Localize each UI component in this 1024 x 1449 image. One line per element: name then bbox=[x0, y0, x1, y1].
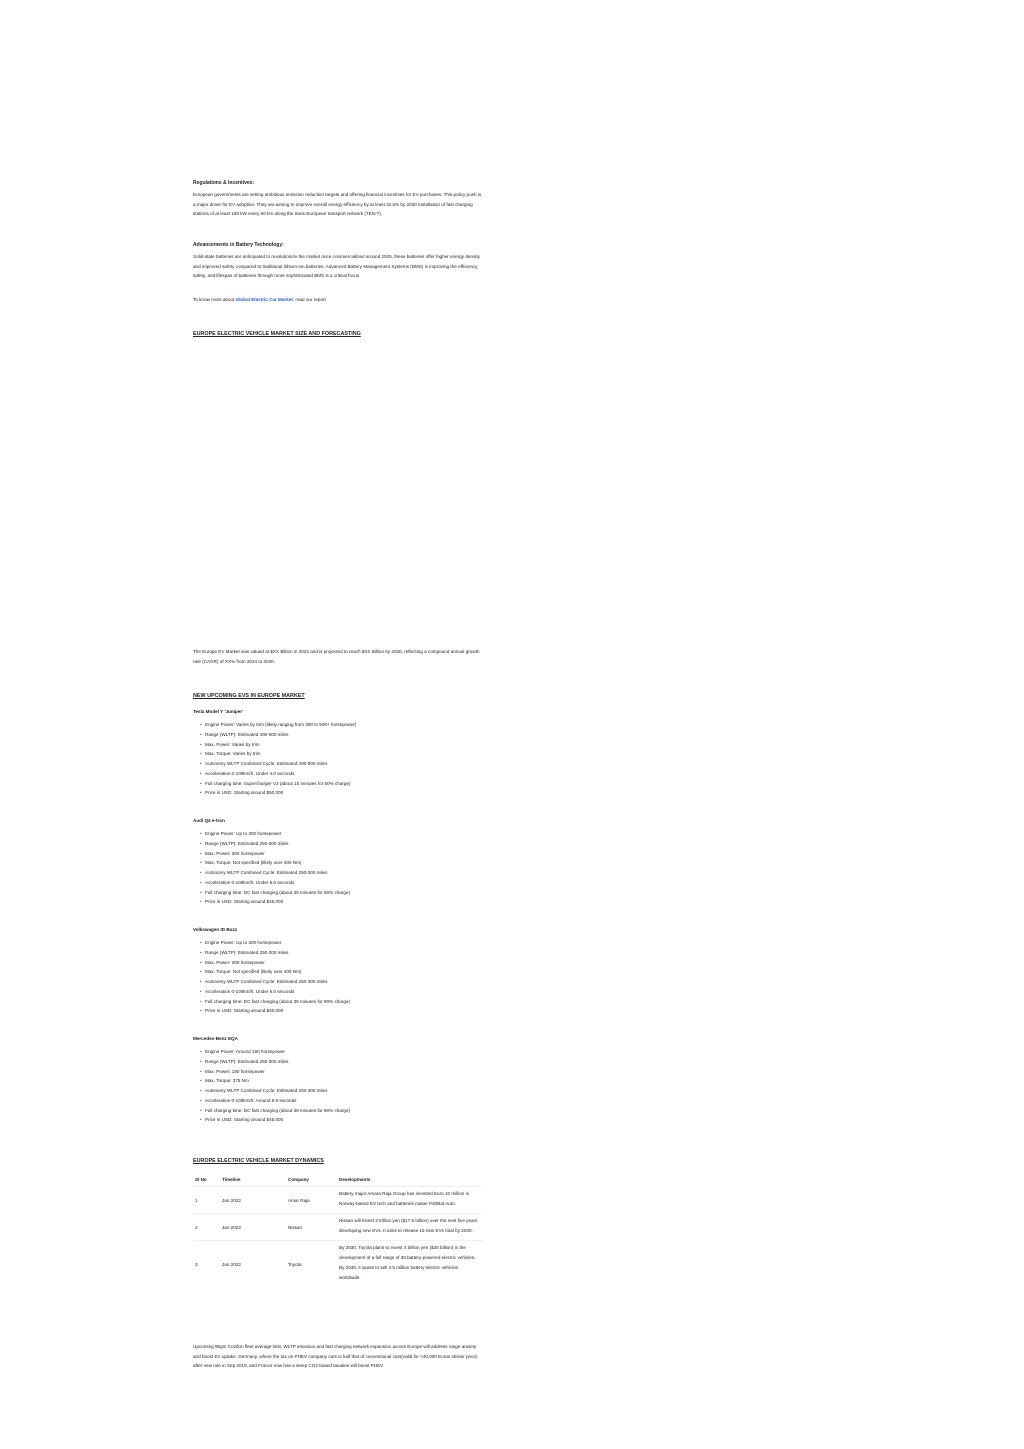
upcoming-heading-text: NEW UPCOMING EVS IN EUROPE MARKET bbox=[193, 693, 305, 699]
battery-title: Advancements in Battery Technology: bbox=[193, 242, 284, 248]
spec-item: • Full charging time: DC fast charging (about 30 minutes for 80% charge) bbox=[201, 997, 483, 1007]
spec-item: • Engine Power: Up to 300 horsepower bbox=[201, 938, 483, 948]
development-text: By 2030, it wants to sell 3.5 million battery electric vehicles worldwide. bbox=[339, 1265, 459, 1280]
regulations-title: Regulations & Incentives: bbox=[193, 180, 255, 186]
development-text: Battery major Amara Raja Group has invested Euro 10 million in Norway-based EV tech and batteries maker INOBat Auto. bbox=[339, 1191, 470, 1206]
spec-item: • Full charging time: Supercharger V3 (about 15 minutes for 50% charge) bbox=[201, 779, 483, 789]
spec-item: • Acceleration 0-100km/h: Under 6.0 seconds bbox=[201, 987, 483, 997]
spec-item: • Autonomy WLTP Combined Cycle: Estimated 250-300 miles bbox=[201, 977, 483, 987]
spec-item: • Range (WLTP): Estimated 400-500 miles bbox=[201, 730, 483, 740]
cell-sl: 2 bbox=[193, 1214, 220, 1241]
spec-item: • Price in USD: Starting around $40,000 bbox=[201, 1006, 483, 1016]
global-electric-car-market-link[interactable]: Global Electric Car Market bbox=[235, 297, 293, 302]
spec-item: • Full charging time: DC fast charging (about 30 minutes for 80% charge) bbox=[201, 888, 483, 898]
dynamics-table-wrap bbox=[193, 1172, 483, 1287]
spec-item: • Autonomy WLTP Combined Cycle: Estimated 250-300 miles bbox=[201, 1086, 483, 1096]
spec-item: • Max. Power: 300 horsepower bbox=[201, 958, 483, 968]
cell-sl: 1 bbox=[193, 1187, 220, 1214]
spec-item: • Max. Power: 190 horsepower bbox=[201, 1067, 483, 1077]
spec-list bbox=[193, 1047, 483, 1125]
market-size-heading-text: EUROPE ELECTRIC VEHICLE MARKET SIZE AND FORECASTING bbox=[193, 331, 361, 337]
column-header: Timeline bbox=[222, 1176, 241, 1182]
spec-item: • Acceleration 0-100km/h: Around 8.9 seconds bbox=[201, 1096, 483, 1106]
car-title: Mercedes-Benz EQA bbox=[193, 1036, 238, 1041]
spec-item: • Price in USD: Starting around $45,000 bbox=[201, 1115, 483, 1125]
spec-list bbox=[193, 829, 483, 907]
spec-item: • Range (WLTP): Estimated 250-300 miles bbox=[201, 948, 483, 958]
cell-timeline: Jan 2022 bbox=[220, 1214, 286, 1241]
cell-company: Nissan bbox=[286, 1214, 337, 1241]
spec-item: • Price in USD: Starting around $45,000 bbox=[201, 897, 483, 907]
dynamics-heading-text: EUROPE ELECTRIC VEHICLE MARKET DYNAMICS bbox=[193, 1158, 324, 1164]
spec-item: • Engine Power: Varies by trim (likely ranging from 300 to 500+ horsepower) bbox=[201, 720, 483, 730]
upcoming-heading bbox=[193, 684, 483, 702]
spec-item: • Max. Torque: Not specified (likely over 400 Nm) bbox=[201, 967, 483, 977]
spec-item: • Engine Power: Around 190 horsepower bbox=[201, 1047, 483, 1057]
know-more-suffix: , read our report bbox=[292, 297, 326, 302]
spec-item: • Max. Power: 300 horsepower bbox=[201, 849, 483, 859]
car-title: Tesla Model Y 'Juniper' bbox=[193, 709, 244, 714]
closing-text: Upcoming 95gm Co2/km fleet average limit, WLTP emission and fast charging network expansion across Europe will address range anxiety and boost EV uptake. Germany, where the tax on PHEV company cars is half that of conventional cars(valid for <40,000 Euros sticker price) after new rule in Sep 2019, and France now has a steep CO2-based taxation will boost PHEV bbox=[193, 1344, 478, 1369]
cell-sl: 3 bbox=[193, 1241, 220, 1288]
cell-developments bbox=[337, 1214, 483, 1241]
cell-timeline: Jan 2022 bbox=[220, 1187, 286, 1214]
know-more-prefix: To know more about bbox=[193, 297, 236, 302]
table-row bbox=[193, 1187, 483, 1214]
spec-item: • Max. Torque: 375 Nm bbox=[201, 1076, 483, 1086]
car-block-volkswagen bbox=[193, 927, 483, 1016]
regulations-section bbox=[193, 179, 483, 219]
spec-item: • Range (WLTP): Estimated 250-300 miles bbox=[201, 839, 483, 849]
cell-developments bbox=[337, 1241, 483, 1288]
car-title: Audi Q4 e-tron bbox=[193, 818, 225, 823]
battery-section bbox=[193, 241, 483, 281]
market-size-figure-area bbox=[193, 335, 483, 635]
cell-developments bbox=[337, 1187, 483, 1214]
cell-company: Toyota bbox=[286, 1241, 337, 1288]
column-header: Company bbox=[288, 1176, 309, 1182]
development-text: Nissan will invest 2 trillion yen ($17.6 billion) over the next five years developing new EVs. It aims to release 15 new EVs total by 2030. bbox=[339, 1218, 478, 1233]
spec-item: • Engine Power: Up to 300 horsepower bbox=[201, 829, 483, 839]
table-row bbox=[193, 1241, 483, 1288]
spec-list bbox=[193, 938, 483, 1016]
spec-item: • Max. Power: Varies by trim bbox=[201, 740, 483, 750]
dynamics-table bbox=[193, 1172, 483, 1287]
column-header: Sl No bbox=[195, 1176, 207, 1182]
car-block-audi bbox=[193, 818, 483, 907]
spec-item: • Max. Torque: Not specified (likely over 400 Nm) bbox=[201, 858, 483, 868]
market-size-text: The Europe EV Market was valued at $XX Billion in 2023 and is projected to reach $XX Billion by 2030, reflecting a compound annual growth rate (CAGR) of XX% from 2024 to 2030. bbox=[193, 649, 480, 664]
spec-item: • Range (WLTP): Estimated 250-300 miles bbox=[201, 1057, 483, 1067]
know-more-line bbox=[193, 295, 483, 305]
table-header-row bbox=[193, 1172, 483, 1187]
battery-text: Solid-state batteries are anticipated to revolutionize the market once commercialized around 2025, these batteries offer higher energy density and improved safety compared to traditional lithium-ion batteries. Advanced Battery Management Systems (BMS) is improving the efficiency, safety, and lifespan of batteries through more sophisticated BMS is a critical focus bbox=[193, 254, 480, 279]
table-row bbox=[193, 1214, 483, 1241]
car-block-mercedes bbox=[193, 1036, 483, 1125]
spec-item: • Acceleration 0-100km/h: Under 4.0 seconds bbox=[201, 769, 483, 779]
column-header: Developments bbox=[339, 1176, 371, 1182]
spec-item: • Acceleration 0-100km/h: Under 6.0 seconds bbox=[201, 878, 483, 888]
spec-item: • Autonomy WLTP Combined Cycle: Estimated 400-500 miles bbox=[201, 759, 483, 769]
cell-company: Amar Raja bbox=[286, 1187, 337, 1214]
regulations-text: European governments are setting ambitious emission reduction targets and offering financial incentives for EV purchases. This policy push is a major driver for EV adoption. They are aiming to improve overall energy efficiency by at least 32.5% by 2030 Installation of fast charging stations of at least 150 kW every 60 km along the trans-European transport network (TEN-T). bbox=[193, 192, 482, 217]
spec-item: • Autonomy WLTP Combined Cycle: Estimated 250-300 miles bbox=[201, 868, 483, 878]
spec-item: • Price in USD: Starting around $50,000 bbox=[201, 788, 483, 798]
car-block-tesla bbox=[193, 709, 483, 798]
development-text: By 2030, Toyota plans to invest 4 trillion yen ($35 billion) in the development of a full range of 30 battery-powered electric vehicles. bbox=[339, 1245, 476, 1260]
spec-item: • Full charging time: DC fast charging (about 30 minutes for 80% charge) bbox=[201, 1106, 483, 1116]
spec-item: • Max. Torque: Varies by trim bbox=[201, 749, 483, 759]
car-title: Volkswagen ID Buzz bbox=[193, 927, 238, 932]
dynamics-heading bbox=[193, 1149, 483, 1167]
spec-list bbox=[193, 720, 483, 798]
cell-timeline: Jan 2022 bbox=[220, 1241, 286, 1288]
